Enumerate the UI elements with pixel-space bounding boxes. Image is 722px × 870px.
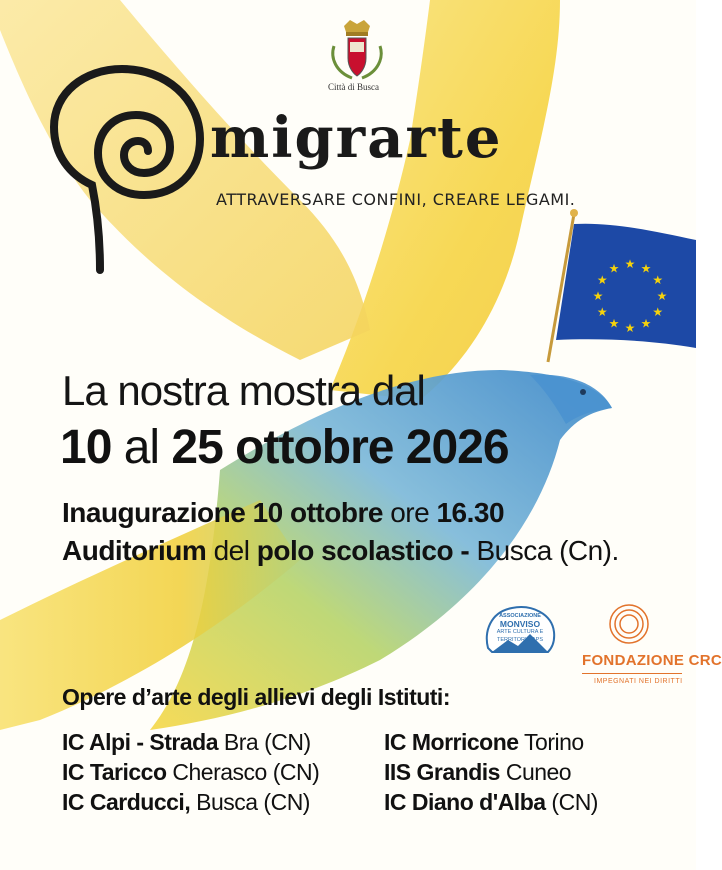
school-city: (CN): [545, 789, 598, 815]
monviso-logo: [482, 602, 558, 658]
venue-line: [62, 535, 619, 567]
spiral-logo-icon: [40, 55, 230, 285]
monviso-line3: ARTE CULTURA E: [496, 629, 544, 635]
crest-caption: Città di Busca: [328, 82, 379, 92]
school-name: IC Carducci,: [62, 789, 191, 815]
school-item: [384, 759, 571, 786]
eu-star-icon: ★: [608, 316, 620, 331]
inauguration-line: [62, 497, 504, 529]
school-name: IC Alpi - Strada: [62, 729, 218, 755]
school-name: IIS Grandis: [384, 759, 500, 785]
monviso-line4: TERRITORIO APS: [496, 637, 544, 643]
venue-name: polo scolastico -: [256, 535, 470, 566]
eu-star-icon: ★: [656, 289, 668, 303]
eu-star-icon: ★: [592, 289, 604, 303]
venue-del: del: [206, 535, 257, 566]
school-item: [62, 789, 310, 816]
date-start: 10: [60, 421, 112, 474]
eu-star-icon: ★: [624, 321, 636, 335]
tagline: ATTRAVERSARE CONFINI, CREARE LEGAMI.: [216, 190, 576, 209]
inauguration-ore: ore: [382, 497, 437, 528]
date-al: al: [111, 421, 172, 474]
headline-line1: La nostra mostra dal: [62, 367, 425, 414]
school-item: [62, 759, 319, 786]
school-name: IC Morricone: [384, 729, 519, 755]
city-crest: [322, 16, 392, 98]
crest-icon: [322, 16, 392, 84]
monviso-line2: MONVISO: [499, 619, 541, 629]
school-name: IC Taricco: [62, 759, 167, 785]
crc-sub: IMPEGNATI NEI DIRITTI: [594, 678, 683, 685]
inauguration-time: 16.30: [436, 497, 505, 528]
school-city: Bra (CN): [218, 729, 311, 755]
school-city: Busca (CN): [190, 789, 310, 815]
headline-dates: [60, 420, 509, 475]
eu-star-icon: ★: [640, 261, 652, 276]
eu-star-icon: ★: [624, 257, 636, 271]
eu-star-icon: ★: [596, 273, 608, 287]
crc-rings-icon: [604, 602, 654, 646]
crc-name: FONDAZIONE CRC: [582, 652, 722, 669]
monviso-line1: ASSOCIAZIONE: [499, 613, 541, 619]
school-name: IC Diano d'Alba: [384, 789, 546, 815]
eu-star-icon: ★: [596, 305, 608, 319]
school-city: Torino: [518, 729, 584, 755]
eu-star-icon: ★: [640, 316, 652, 331]
eu-star-icon: ★: [652, 305, 664, 319]
school-city: Cuneo: [499, 759, 572, 785]
school-city: Cherasco (CN): [166, 759, 320, 785]
fondazione-crc-logo: [582, 602, 722, 692]
inauguration-label: Inaugurazione 10 ottobre: [62, 497, 383, 528]
venue-place: Auditorium: [62, 535, 207, 566]
eu-star-icon: ★: [608, 261, 620, 276]
venue-city: Busca (Cn).: [469, 535, 619, 566]
school-item: [384, 789, 598, 816]
schools-heading: Opere d’arte degli allievi degli Istituti:: [62, 684, 450, 710]
school-item: [384, 729, 584, 756]
crc-divider: [582, 673, 682, 674]
eu-star-icon: ★: [652, 273, 664, 287]
title-migrarte: migrarte: [210, 105, 503, 171]
school-item: [62, 729, 311, 756]
date-end: 25 ottobre 2026: [171, 421, 509, 474]
